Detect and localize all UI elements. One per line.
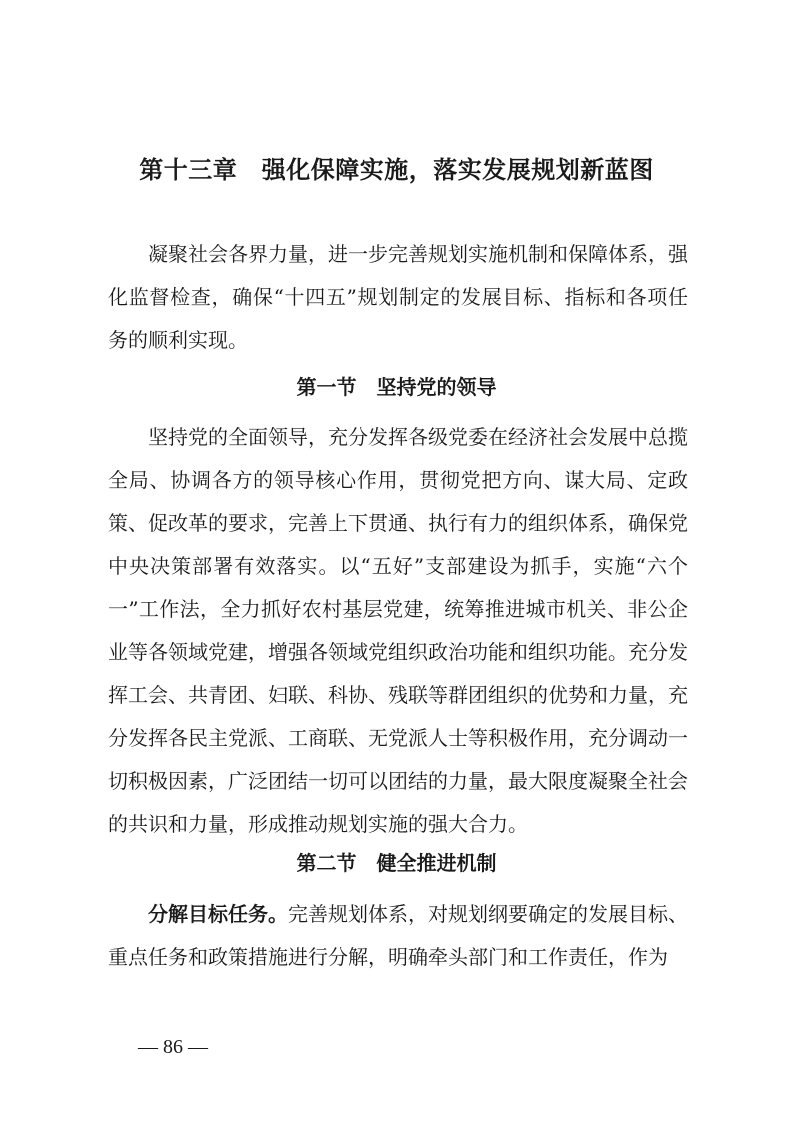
section-2-paragraph bbox=[108, 893, 688, 979]
paragraph-lead-heading: 分解目标任务。 bbox=[148, 902, 288, 926]
intro-paragraph: 凝聚社会各界力量，进一步完善规划实施机制和保障体系，强化监督检查，确保“十四五”规划制定的发展目标、指标和各项任务的顺利实现。 bbox=[108, 242, 688, 352]
section-title-1: 第一节 坚持党的领导 bbox=[296, 375, 497, 399]
chapter-title: 第十三章 强化保障实施，落实发展规划新蓝图 bbox=[139, 155, 654, 184]
section-title-2: 第二节 健全推进机制 bbox=[296, 851, 497, 875]
paragraph-body: 完善规划体系，对规划纲要确定的发展目标、重点任务和政策措施进行分解，明确牵头部门和工作责任，作为 bbox=[108, 902, 688, 969]
section-1-paragraph: 坚持党的全面领导，充分发挥各级党委在经济社会发展中总揽全局、协调各方的领导核心作用，贯彻党把方向、谋大局、定政策、促改革的要求，完善上下贯通、执行有力的组织体系，确保党中央决策部署有效落实。以“五好”支部建设为抓手，实施“六个一”工作法，全力抓好农村基层党建，统筹推进城市机关、非公企业等各领域党建，增强各领域党组织政治功能和组织功能。充分发挥工会、共青团、妇联、科协、残联等群团组织的优势和力量，充分发挥各民主党派、工商联、无党派人士等积极作用，充分调动一切积极因素，广泛团结一切可以团结的力量，最大限度凝聚全社会的共识和力量，形成推动规划实施的强大合力。 bbox=[108, 425, 688, 836]
page-number: — 86 — bbox=[138, 1036, 208, 1058]
